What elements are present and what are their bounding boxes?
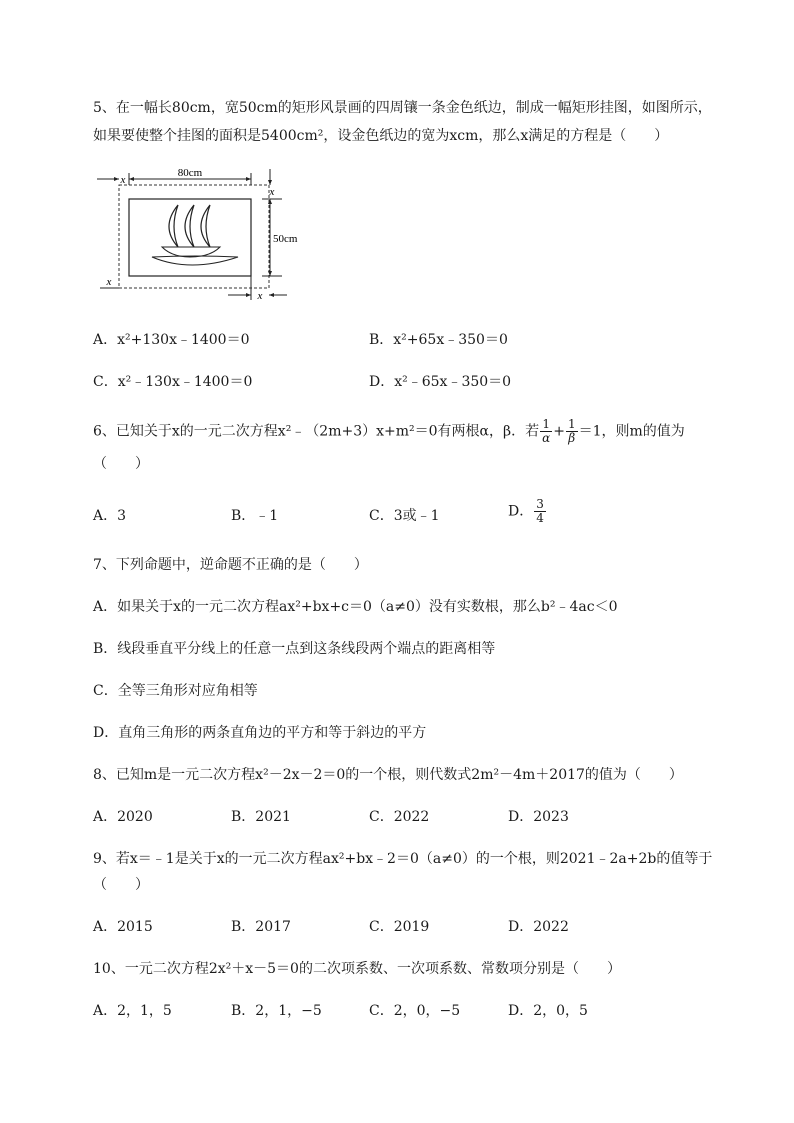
bottom-right-x-label: x — [257, 290, 263, 302]
q5-option-a[interactable]: A．x²+130x﹣1400＝0 — [93, 332, 250, 348]
q10-option-d[interactable]: D．2，0，5 — [508, 1003, 588, 1019]
q6-option-d[interactable]: D． $\frac{3}{4}$ — [508, 497, 544, 525]
q7-option-c[interactable]: C．全等三角形对应角相等 — [93, 683, 258, 699]
q10-option-c[interactable]: C．2，0，−5 — [369, 1003, 461, 1019]
q5-option-b[interactable]: B．x²+65x﹣350＝0 — [369, 332, 508, 348]
sail-3 — [201, 205, 210, 247]
boat-base — [152, 256, 238, 265]
q8-option-a[interactable]: A．2020 — [93, 809, 153, 825]
top-80cm-label: 80cm — [177, 167, 203, 179]
sail-2 — [185, 205, 194, 247]
q6-stem-pre: 6、已知关于x的一元二次方程x²﹣（2m+3）x+m²＝0有两根α，β．若 — [93, 423, 540, 440]
q9-option-d[interactable]: D．2022 — [508, 919, 569, 935]
right-50cm-label: 50cm — [273, 233, 298, 245]
q5-option-d[interactable]: D．x²﹣65x﹣350＝0 — [369, 374, 512, 390]
q6-fraction-1: $\frac{1}{\alpha}$ — [542, 417, 551, 445]
q10-stem: 10、一元二次方程2x²＋x－5＝0的二次项系数、一次项系数、常数项分别是（ ） — [93, 961, 621, 977]
q6-stem-line1: 6、已知关于x的一元二次方程x²﹣（2m+3）x+m²＝0有两根α，β．若 $\frac{1}{\alpha}$ + $\frac{1}{\beta}$ ＝1，则m的值为 — [93, 417, 685, 445]
right-x-label: x — [269, 186, 275, 198]
q9-option-b[interactable]: B．2017 — [231, 919, 291, 935]
sail-1 — [169, 205, 178, 247]
q9-option-c[interactable]: C．2019 — [369, 919, 430, 935]
q5-option-c[interactable]: C．x²﹣130x﹣1400＝0 — [93, 374, 253, 390]
q6-stem-line2: （ ） — [93, 456, 149, 472]
q9-stem-line1: 9、若x＝﹣1是关于x的一元二次方程ax²+bx﹣2＝0（a≠0）的一个根，则2021﹣2a+2b的值等于 — [93, 851, 713, 867]
bottom-left-x-label: x — [106, 276, 112, 288]
q7-stem: 7、下列命题中，逆命题不正确的是（ ） — [93, 557, 368, 573]
q8-stem: 8、已知m是一元二次方程x²－2x－2＝0的一个根，则代数式2m²－4m＋2017的值为（ ） — [93, 767, 683, 783]
q10-option-b[interactable]: B．2，1，−5 — [231, 1003, 322, 1019]
q10-option-a[interactable]: A．2，1，5 — [93, 1003, 172, 1019]
q8-option-d[interactable]: D．2023 — [508, 809, 569, 825]
q5-stem-line1: 5、在一幅长80cm，宽50cm的矩形风景画的四周镶一条金色纸边，制成一幅矩形挂图，如图所示， — [93, 100, 712, 116]
q6-option-a[interactable]: A．3 — [93, 508, 127, 524]
q9-stem-line2: （ ） — [93, 877, 149, 893]
q5-figure — [92, 165, 302, 305]
outer-dashed-frame — [119, 185, 269, 288]
q6-fraction-2: $\frac{1}{\beta}$ — [567, 417, 576, 445]
q5-stem-line2: 如果要使整个挂图的面积是5400cm²，设金色纸边的宽为xcm，那么x满足的方程是（ ） — [93, 128, 669, 144]
q8-option-b[interactable]: B．2021 — [231, 809, 291, 825]
q7-option-a[interactable]: A．如果关于x的一元二次方程ax²+bx+c＝0（a≠0）没有实数根，那么b²﹣4ac＜0 — [93, 599, 618, 615]
top-x-label: x — [120, 174, 126, 186]
q7-option-b[interactable]: B．线段垂直平分线上的任意一点到这条线段两个端点的距离相等 — [93, 641, 496, 657]
q8-option-c[interactable]: C．2022 — [369, 809, 430, 825]
q6-option-c[interactable]: C．3或﹣1 — [369, 508, 440, 524]
q7-option-d[interactable]: D．直角三角形的两条直角边的平方和等于斜边的平方 — [93, 725, 427, 741]
q6-option-d-fraction: $\frac{3}{4}$ — [536, 497, 544, 525]
q9-option-a[interactable]: A．2015 — [93, 919, 153, 935]
q6-option-b[interactable]: B．﹣1 — [231, 508, 279, 524]
q6-stem-post: ＝1，则m的值为 — [578, 423, 685, 440]
